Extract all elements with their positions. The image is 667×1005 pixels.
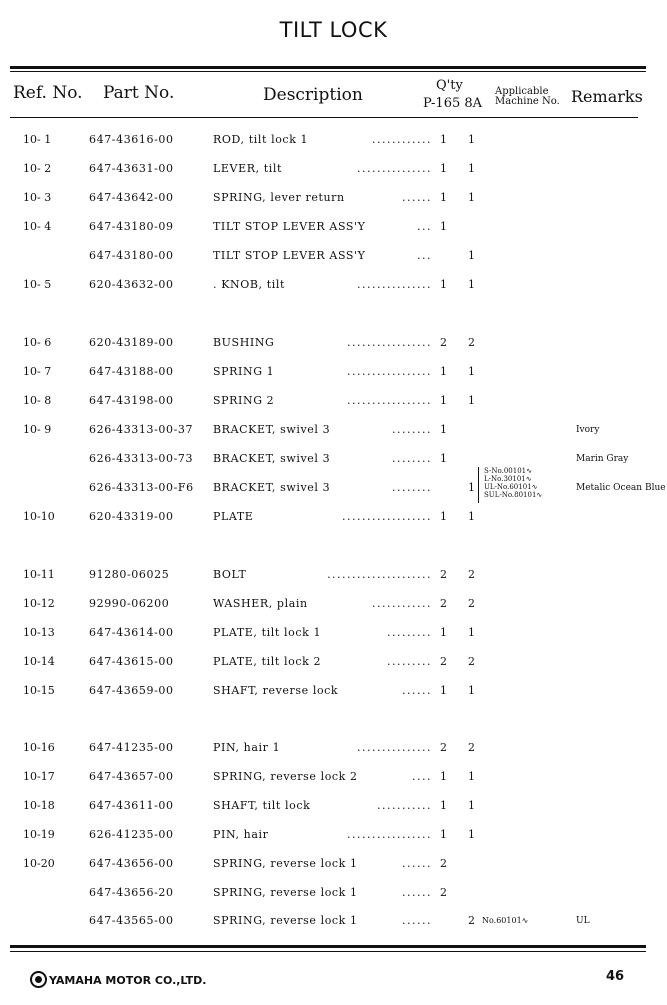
table-row	[0, 826, 667, 848]
header-model: P-165 8A	[423, 96, 483, 111]
description: PIN, hair	[213, 828, 269, 841]
leader-dots: .................	[347, 365, 432, 378]
table-row	[0, 797, 667, 819]
part-no: 626-43313-00-73	[89, 452, 194, 465]
qty-2: 1	[468, 481, 475, 494]
ref-no: 10-12	[23, 597, 55, 610]
leader-dots: ...	[417, 249, 432, 262]
leader-dots: ...............	[357, 162, 432, 175]
footer-rule-thin	[10, 951, 646, 952]
table-row	[0, 276, 667, 298]
description: LEVER, tilt	[213, 162, 283, 175]
leader-dots: ......	[402, 857, 432, 870]
header-ref-no: Ref. No.	[13, 83, 83, 103]
table-row	[0, 479, 667, 501]
ref-no: 10- 2	[23, 162, 52, 175]
page-title: TILT LOCK	[279, 18, 388, 42]
table-row	[0, 912, 667, 934]
ref-no: 10-14	[23, 655, 55, 668]
header-machine-no: Machine No.	[495, 96, 560, 107]
qty-2: 1	[468, 684, 475, 697]
leader-dots: ...............	[357, 741, 432, 754]
description: PLATE, tilt lock 2	[213, 655, 322, 668]
description: SPRING, reverse lock 1	[213, 857, 358, 870]
remarks: Metalic Ocean Blue	[576, 483, 666, 493]
leader-dots: ......	[402, 914, 432, 927]
leader-dots: .................	[347, 828, 432, 841]
description: BUSHING	[213, 336, 275, 349]
ref-no: 10- 3	[23, 191, 52, 204]
ref-no: 10-16	[23, 741, 55, 754]
company-logo	[30, 971, 206, 988]
description: PLATE	[213, 510, 254, 523]
table-row	[0, 189, 667, 211]
description: SPRING, reverse lock 2	[213, 770, 358, 783]
qty-1: 1	[440, 162, 447, 175]
leader-dots: .........	[387, 626, 432, 639]
description: SPRING, lever return	[213, 191, 345, 204]
qty-2: 1	[468, 191, 475, 204]
qty-2: 2	[468, 597, 475, 610]
table-row	[0, 768, 667, 790]
company-name: YAMAHA MOTOR CO.,LTD.	[49, 974, 207, 987]
table-row	[0, 595, 667, 617]
part-no: 626-43313-00-F6	[89, 481, 194, 494]
ref-no: 10-17	[23, 770, 55, 783]
part-no: 647-43656-20	[89, 886, 174, 899]
qty-2: 1	[468, 278, 475, 291]
description: SPRING 1	[213, 365, 275, 378]
page-number: 46	[606, 969, 625, 984]
qty-1: 1	[440, 770, 447, 783]
part-no: 647-41235-00	[89, 741, 174, 754]
qty-1: 1	[440, 684, 447, 697]
part-no: 647-43616-00	[89, 133, 174, 146]
ref-no: 10-18	[23, 799, 55, 812]
table-row	[0, 392, 667, 414]
qty-1: 1	[440, 452, 447, 465]
qty-2: 1	[468, 365, 475, 378]
ref-no: 10-15	[23, 684, 55, 697]
remarks: UL	[576, 916, 590, 926]
leader-dots: ......	[402, 191, 432, 204]
part-no: 647-43657-00	[89, 770, 174, 783]
qty-2: 2	[468, 336, 475, 349]
header-remarks: Remarks	[571, 87, 643, 106]
applicable-machine-group	[478, 467, 549, 503]
qty-1: 1	[440, 510, 447, 523]
applicable-ul: UL-No.60101∿	[484, 483, 538, 491]
qty-1: 1	[440, 799, 447, 812]
header-description: Description	[263, 85, 363, 105]
part-no: 647-43614-00	[89, 626, 174, 639]
qty-2: 2	[468, 655, 475, 668]
ref-no: 10- 9	[23, 423, 52, 436]
qty-2: 1	[468, 770, 475, 783]
description: SPRING, reverse lock 1	[213, 914, 358, 927]
qty-2: 1	[468, 162, 475, 175]
description: BRACKET, swivel 3	[213, 423, 331, 436]
leader-dots: ............	[372, 133, 432, 146]
qty-2: 1	[468, 249, 475, 262]
part-no: 647-43180-09	[89, 220, 174, 233]
part-no: 647-43198-00	[89, 394, 174, 407]
qty-1: 2	[440, 655, 447, 668]
description: SPRING, reverse lock 1	[213, 886, 358, 899]
description: PIN, hair 1	[213, 741, 281, 754]
description: TILT STOP LEVER ASS'Y	[213, 249, 366, 262]
qty-1: 2	[440, 597, 447, 610]
table-row	[0, 131, 667, 153]
ref-no: 10- 5	[23, 278, 52, 291]
table-row	[0, 421, 667, 443]
part-no: 647-43565-00	[89, 914, 174, 927]
part-no: 647-43615-00	[89, 655, 174, 668]
leader-dots: ..................	[342, 510, 432, 523]
leader-dots: ............	[372, 597, 432, 610]
qty-2: 2	[468, 741, 475, 754]
header-qty: Q'ty	[436, 78, 463, 93]
leader-dots: ......	[402, 684, 432, 697]
qty-1: 1	[440, 220, 447, 233]
qty-1: 1	[440, 133, 447, 146]
footer-rule	[10, 945, 646, 948]
part-no: 620-43319-00	[89, 510, 174, 523]
table-row	[0, 160, 667, 182]
qty-1: 1	[440, 191, 447, 204]
part-no: 647-43656-00	[89, 857, 174, 870]
description: TILT STOP LEVER ASS'Y	[213, 220, 366, 233]
qty-1: 1	[440, 828, 447, 841]
qty-1: 2	[440, 568, 447, 581]
description: WASHER, plain	[213, 597, 308, 610]
part-no: 647-43631-00	[89, 162, 174, 175]
part-no: 647-43180-00	[89, 249, 174, 262]
qty-1: 2	[440, 857, 447, 870]
yamaha-logo-icon	[30, 971, 47, 988]
description: . KNOB, tilt	[213, 278, 286, 291]
applicable-no: No.60101∿	[482, 916, 529, 925]
applicable-sul: SUL-No.80101∿	[484, 491, 543, 499]
qty-1: 1	[440, 365, 447, 378]
qty-2: 1	[468, 510, 475, 523]
table-row	[0, 508, 667, 530]
qty-1: 2	[440, 886, 447, 899]
leader-dots: ...............	[357, 278, 432, 291]
ref-no: 10-20	[23, 857, 55, 870]
part-no: 91280-06025	[89, 568, 170, 581]
ref-no: 10-11	[23, 568, 55, 581]
remarks: Ivory	[576, 425, 600, 435]
ref-no: 10-13	[23, 626, 55, 639]
table-row	[0, 566, 667, 588]
ref-no: 10-10	[23, 510, 55, 523]
part-no: 626-43313-00-37	[89, 423, 194, 436]
qty-2: 2	[468, 568, 475, 581]
part-no: 620-43189-00	[89, 336, 174, 349]
leader-dots: ...........	[377, 799, 432, 812]
table-row	[0, 450, 667, 472]
part-no: 620-43632-00	[89, 278, 174, 291]
part-no: 626-41235-00	[89, 828, 174, 841]
part-no: 647-43659-00	[89, 684, 174, 697]
table-row	[0, 334, 667, 356]
leader-dots: ......	[402, 886, 432, 899]
ref-no: 10- 7	[23, 365, 52, 378]
qty-1: 1	[440, 423, 447, 436]
qty-1: 2	[440, 741, 447, 754]
description: BRACKET, swivel 3	[213, 481, 331, 494]
table-row	[0, 884, 667, 906]
qty-2: 1	[468, 626, 475, 639]
header-part-no: Part No.	[103, 83, 175, 103]
table-row	[0, 653, 667, 675]
qty-1: 1	[440, 394, 447, 407]
qty-2: 1	[468, 799, 475, 812]
applicable-s: S-No.00101∿	[484, 467, 532, 475]
qty-2: 2	[468, 914, 475, 927]
leader-dots: ........	[392, 481, 432, 494]
part-no: 647-43611-00	[89, 799, 174, 812]
description: BOLT	[213, 568, 247, 581]
table-row	[0, 218, 667, 240]
part-no: 647-43642-00	[89, 191, 174, 204]
leader-dots: ....	[412, 770, 432, 783]
table-row	[0, 247, 667, 269]
leader-dots: .........	[387, 655, 432, 668]
table-row	[0, 682, 667, 704]
description: SHAFT, tilt lock	[213, 799, 311, 812]
table-row	[0, 739, 667, 761]
leader-dots: .................	[347, 336, 432, 349]
qty-1: 2	[440, 336, 447, 349]
qty-1: 1	[440, 278, 447, 291]
description: ROD, tilt lock 1	[213, 133, 309, 146]
ref-no: 10- 4	[23, 220, 52, 233]
leader-dots: .................	[347, 394, 432, 407]
leader-dots: ........	[392, 423, 432, 436]
part-no: 92990-06200	[89, 597, 170, 610]
part-no: 647-43188-00	[89, 365, 174, 378]
leader-dots: .....................	[327, 568, 432, 581]
qty-1: 1	[440, 626, 447, 639]
remarks: Marin Gray	[576, 454, 629, 464]
applicable-l: L-No.30101∿	[484, 475, 532, 483]
leader-dots: ...	[417, 220, 432, 233]
leader-dots: ........	[392, 452, 432, 465]
description: PLATE, tilt lock 1	[213, 626, 322, 639]
description: SHAFT, reverse lock	[213, 684, 339, 697]
header-applicable: Applicable	[495, 86, 549, 97]
table-row	[0, 363, 667, 385]
qty-2: 1	[468, 133, 475, 146]
qty-2: 1	[468, 828, 475, 841]
table-row	[0, 855, 667, 877]
ref-no: 10- 8	[23, 394, 52, 407]
description: SPRING 2	[213, 394, 275, 407]
description: BRACKET, swivel 3	[213, 452, 331, 465]
ref-no: 10- 1	[23, 133, 52, 146]
ref-no: 10- 6	[23, 336, 52, 349]
table-row	[0, 624, 667, 646]
ref-no: 10-19	[23, 828, 55, 841]
qty-2: 1	[468, 394, 475, 407]
